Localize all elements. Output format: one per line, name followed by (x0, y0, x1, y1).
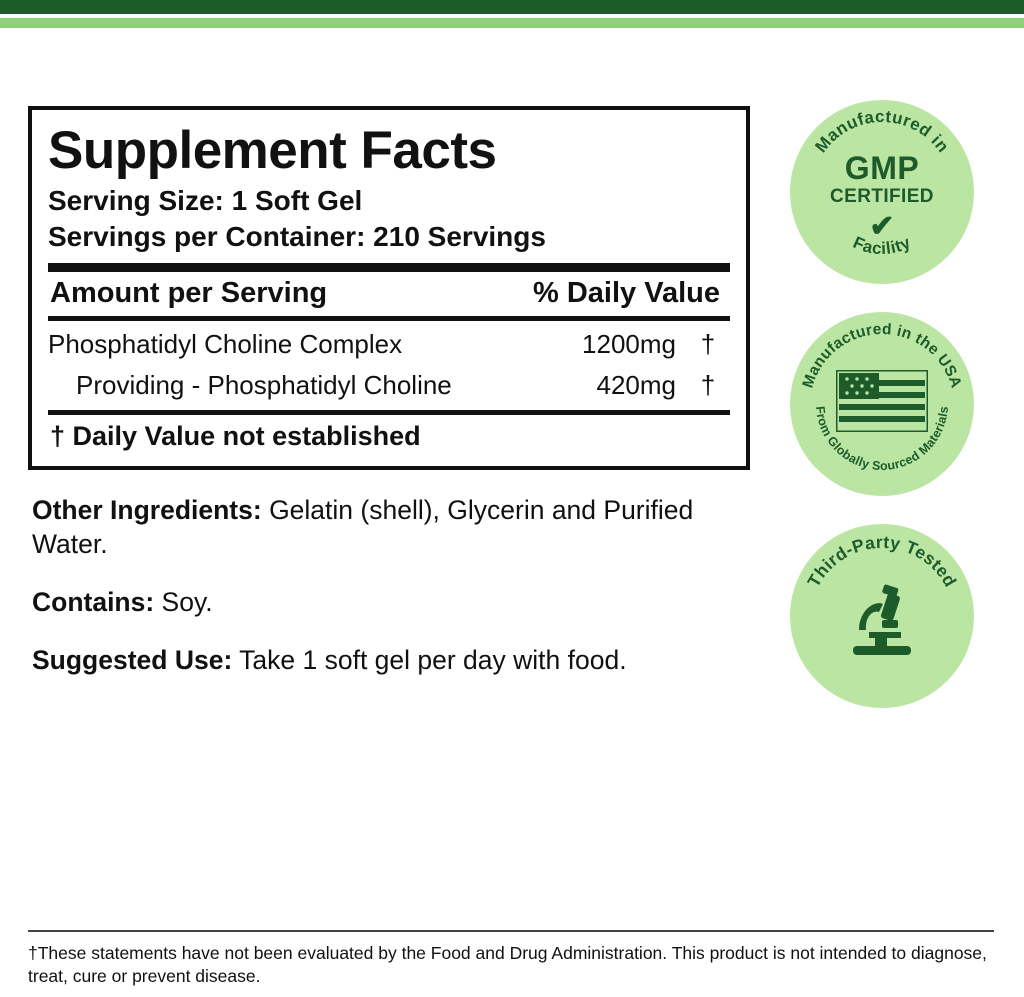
svg-text:Manufactured in (811, 107, 952, 156)
badge-made-in-usa (790, 312, 974, 496)
nutrient-daily-value: † (700, 369, 716, 400)
badge-column (790, 100, 1010, 736)
nutrient-amount: 1200mg (582, 328, 676, 359)
usa-flag-icon (836, 370, 928, 437)
divider-thick-top (48, 263, 730, 272)
badge-gmp-certified (790, 100, 974, 284)
supplement-facts-title: Supplement Facts (48, 121, 497, 180)
top-decorative-bar-dark (0, 0, 1024, 14)
left-column (28, 106, 750, 678)
gmp-center-block (790, 152, 974, 242)
label-content (0, 40, 1024, 997)
nutrient-name: Phosphatidyl Choline Complex (48, 328, 403, 359)
daily-value-footnote: † Daily Value not established (50, 420, 421, 451)
contains-label: Contains: (32, 586, 155, 617)
usa-arc-bottom-label: From Globally Sourced Materials (812, 405, 952, 474)
nutrient-daily-value: † (700, 328, 716, 359)
gmp-main-label: GMP (844, 150, 920, 186)
top-decorative-bar-light (0, 18, 1024, 28)
nutrient-amount: 420mg (596, 369, 676, 400)
gmp-sub-label: CERTIFIED (830, 186, 934, 207)
suggested-use-paragraph (32, 644, 722, 678)
gmp-arc-top-label: Manufactured in (811, 106, 953, 157)
table-row (48, 365, 730, 406)
nutrient-name: Providing - Phosphatidyl Choline (76, 369, 452, 400)
supplement-facts-panel (28, 106, 750, 470)
check-mark-icon: ✔ (869, 210, 895, 243)
suggested-use-label: Suggested Use: (32, 644, 233, 675)
usa-arc-top-label: Manufactured in the USA (799, 320, 965, 391)
daily-value-header: % Daily Value (533, 276, 720, 309)
microscope-icon (839, 582, 925, 667)
fda-disclaimer: †These statements have not been evaluated by the Food and Drug Administration. This product is not intended to diagnose, treat, cure or prevent disease. (28, 930, 994, 988)
supplement-facts-rows (48, 321, 730, 410)
badge-third-party-tested (790, 524, 974, 708)
contains-text: Soy. (154, 586, 213, 617)
third-party-arc-label: Third-Party Tested (803, 531, 961, 591)
serving-size-text: Serving Size: 1 Soft Gel (48, 185, 363, 217)
amount-per-serving-header: Amount per Serving (50, 276, 328, 309)
other-ingredients-label: Other Ingredients: (32, 494, 262, 525)
other-ingredients-text: Gelatin (shell), Glycerin and Purified Water. (32, 494, 694, 559)
supplement-facts-header-row (48, 272, 730, 316)
gmp-arc-bottom-label: Facility (850, 232, 914, 259)
servings-per-container-text: Servings per Container: 210 Servings (48, 221, 546, 253)
table-row (48, 324, 730, 365)
contains-paragraph (32, 586, 722, 620)
other-ingredients-paragraph (32, 494, 722, 562)
suggested-use-text: Take 1 soft gel per day with food. (232, 644, 627, 675)
